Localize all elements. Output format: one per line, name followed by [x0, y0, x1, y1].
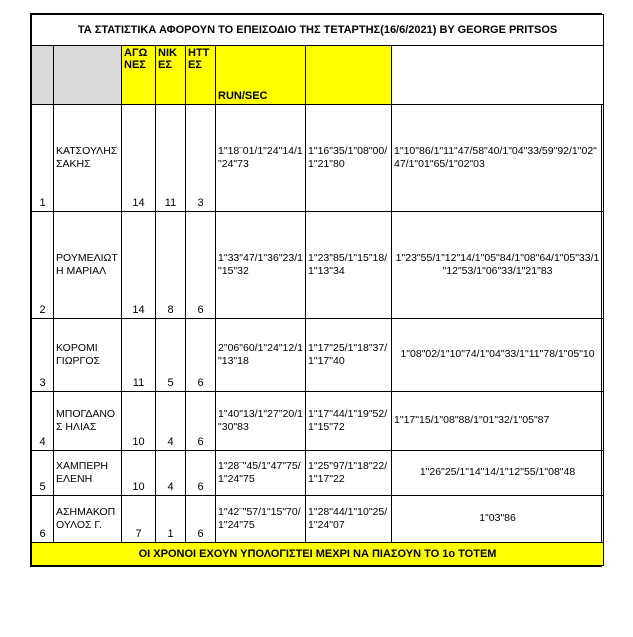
page-title: ΤΑ ΣΤΑΤΙΣΤΙΚΑ ΑΦΟΡΟΥΝ ΤΟ ΕΠΕΙΣΟΔΙΟ ΤΗΣ ΤΕΤΑΡΤΗΣ(16/6/2021) BY GEORGE PRITSOS	[32, 15, 604, 46]
row-run-times: 1"28¨"45/1"47"75/1"24"75	[216, 451, 306, 496]
table-row	[32, 392, 604, 451]
row-run-times: 1"40"13/1"27"20/1"30"83	[216, 392, 306, 451]
row-agones: 11	[122, 319, 156, 392]
row-mid-times: 1"25"97/1"18"22/1"17"22	[306, 451, 392, 496]
header-mid	[306, 46, 392, 105]
row-last-times: 1"17"15/1"08"88/1"01"32/1"05"87	[392, 392, 604, 451]
row-last-times: 1"26"25/1"14"14/1"12"55/1"08"48	[392, 451, 604, 496]
row-player-name: ΑΣΗΜΑΚΟΠΟΥΛΟΣ Γ.	[54, 496, 122, 543]
row-nikes: 8	[156, 212, 186, 319]
stats-table	[31, 14, 604, 566]
row-index: 1	[32, 105, 54, 212]
row-last-times: 1"03"86	[392, 496, 604, 543]
row-index: 5	[32, 451, 54, 496]
table-row	[32, 496, 604, 543]
row-agones: 10	[122, 392, 156, 451]
row-last-times: 1"08"02/1"10"74/1"04"33/1"11"78/1"05"10	[392, 319, 604, 392]
row-mid-times: 1"16"35/1"08"00/1"21"80	[306, 105, 392, 212]
row-ittes: 6	[186, 212, 216, 319]
row-index: 4	[32, 392, 54, 451]
sheet-footer-row	[32, 543, 604, 566]
row-ittes: 6	[186, 392, 216, 451]
stats-sheet	[30, 13, 602, 567]
row-index: 6	[32, 496, 54, 543]
row-player-name: ΜΠΟΓΔΑΝΟΣ ΗΛΙΑΣ	[54, 392, 122, 451]
row-last-times: 1"23"55/1"12"14/1"05"84/1"08"64/1"05"33/1"12"53/1"06"33/1"21"83	[392, 212, 604, 319]
row-mid-times: 1"28"44/1"10"25/1"24"07	[306, 496, 392, 543]
header-agones: ΑΓΩΝΕΣ	[122, 46, 156, 105]
row-run-times: 1"42¨"57/1"15"70/1"24"75	[216, 496, 306, 543]
row-agones: 14	[122, 212, 156, 319]
row-mid-times: 1"17"44/1"19"52/1"15"72	[306, 392, 392, 451]
row-run-times: 1"33"47/1"36"23/1"15"32	[216, 212, 306, 319]
table-row	[32, 105, 604, 212]
row-index: 3	[32, 319, 54, 392]
row-agones: 10	[122, 451, 156, 496]
row-player-name: ΚΟΡΟΜΙ ΓΙΩΡΓΟΣ	[54, 319, 122, 392]
row-agones: 7	[122, 496, 156, 543]
row-nikes: 11	[156, 105, 186, 212]
table-row	[32, 451, 604, 496]
row-player-name: ΚΑΤΣΟΥΛΗΣ ΣΑΚΗΣ	[54, 105, 122, 212]
header-run-sec: RUN/SEC	[216, 46, 306, 105]
row-run-times: 2"06"60/1"24"12/1"13"18	[216, 319, 306, 392]
footer-note: ΟΙ ΧΡΟΝΟΙ ΕΧΟΥΝ ΥΠΟΛΟΓΙΣΤΕΙ ΜΕΧΡΙ ΝΑ ΠΙΑΣΟΥΝ ΤΟ 1ο ΤΟΤΕΜ	[32, 543, 604, 566]
row-nikes: 5	[156, 319, 186, 392]
row-ittes: 6	[186, 496, 216, 543]
row-last-times: 1"10"86/1"11"47/58"40/1"04"33/59"92/1"02"47/1"01"65/1"02"03	[392, 105, 604, 212]
header-name	[54, 46, 122, 105]
row-mid-times: 1"17"25/1"18"37/1"17"40	[306, 319, 392, 392]
row-player-name: ΡΟΥΜΕΛΙΩΤΗ ΜΑΡΙΑΛ	[54, 212, 122, 319]
table-row	[32, 319, 604, 392]
row-ittes: 6	[186, 451, 216, 496]
header-nikes: ΝΙΚΕΣ	[156, 46, 186, 105]
row-agones: 14	[122, 105, 156, 212]
header-last	[392, 46, 604, 105]
row-run-times: 1"18¨01/1"24"14/1"24"73	[216, 105, 306, 212]
row-nikes: 1	[156, 496, 186, 543]
row-ittes: 6	[186, 319, 216, 392]
row-nikes: 4	[156, 392, 186, 451]
table-row	[32, 212, 604, 319]
row-mid-times: 1"23"85/1"15"18/1"13"34	[306, 212, 392, 319]
row-nikes: 4	[156, 451, 186, 496]
row-player-name: ΧΑΜΠΕΡΗ ΕΛΕΝΗ	[54, 451, 122, 496]
header-index	[32, 46, 54, 105]
sheet-title-row	[32, 15, 604, 46]
row-index: 2	[32, 212, 54, 319]
table-header-row	[32, 46, 604, 105]
row-ittes: 3	[186, 105, 216, 212]
header-ittes: ΗΤΤΕΣ	[186, 46, 216, 105]
